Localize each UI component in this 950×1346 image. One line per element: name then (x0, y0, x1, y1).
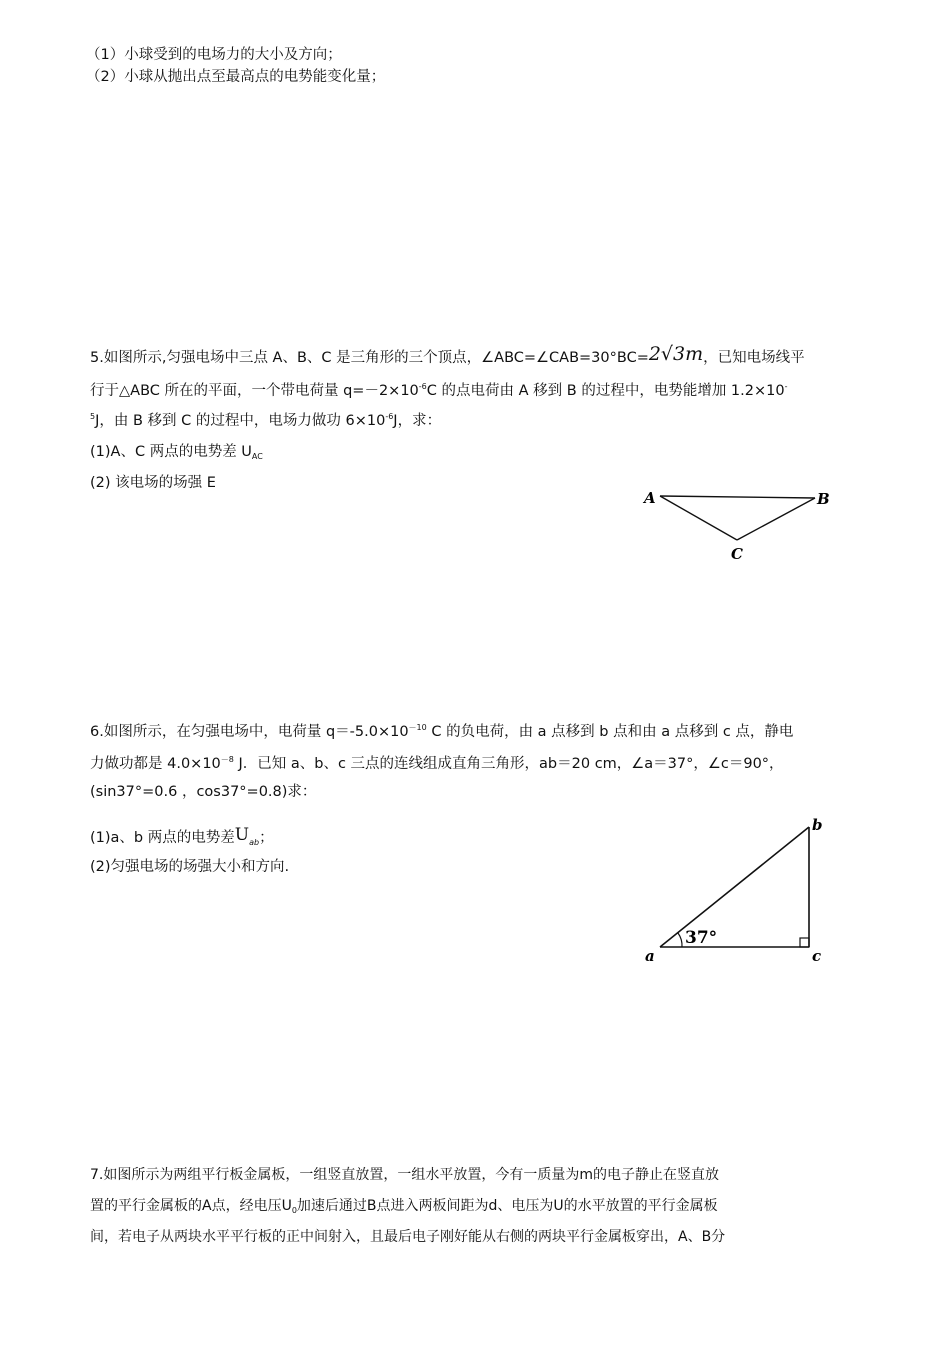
problem-6-text: 6.如图所示，在匀强电场中，电荷量 q＝-5.0×10 (90, 724, 409, 740)
vertex-label-c: C (731, 545, 743, 563)
intro-question-1: （1）小球受到的电场力的大小及方向； (86, 47, 342, 63)
problem-5-text: J，求： (393, 413, 442, 429)
exponent: -6 (418, 382, 427, 391)
vertex-label-b: b (812, 816, 823, 834)
edge-ab (660, 496, 815, 498)
bc-length-formula: 2√3m (648, 343, 704, 365)
problem-6-text: ； (259, 830, 274, 846)
problem-6-question-2: (2)匀强电场的场强大小和方向. (90, 859, 290, 875)
vertex-label-a: A (644, 489, 656, 507)
triangle-abc-figure (640, 484, 840, 566)
problem-6-line-3: (sin37°=0.6 ，cos37°=0.8)求： (90, 784, 317, 800)
edge-ac (660, 496, 737, 540)
problem-6-text: 力做功都是 4.0×10 (90, 756, 221, 772)
intro-question-2: （2）小球从抛出点至最高点的电势能变化量； (86, 69, 386, 85)
problem-6-text: (1)a、b 两点的电势差 (90, 830, 235, 846)
subscript: AC (251, 452, 263, 461)
problem-6-text: J．已知 a、b、c 三点的连线组成直角三角形，ab＝20 cm，∠a＝37°，∠c＝90°， (233, 756, 784, 772)
angle-arc (678, 933, 682, 947)
problem-6-text: C 的负电荷，由 a 点移到 b 点和由 a 点移到 c 点，静电 (426, 724, 794, 740)
problem-5-text: 5.如图所示,匀强电场中三点 A、B、C 是三角形的三个顶点，∠ABC=∠CAB=30°BC= (90, 350, 649, 366)
problem-5-text: 行于△ABC 所在的平面，一个带电荷量 q=－2×10 (90, 383, 419, 399)
exponent: - (784, 382, 788, 391)
problem-7-line-3: 间，若电子从两块水平平行板的正中间射入，且最后电子刚好能从右侧的两块平行金属板穿出，A、B分 (90, 1229, 726, 1245)
subscript: ab (249, 838, 260, 847)
problem-5-text: ，已知电场线平 (703, 350, 805, 366)
edge-bc (737, 498, 815, 540)
problem-5-text: J，由 B 移到 C 的过程中，电场力做功 6×10 (95, 413, 386, 429)
subscript: 0 (291, 1206, 297, 1215)
problem-5-line-2 (90, 377, 787, 401)
right-angle-marker (800, 938, 809, 947)
problem-6-line-2 (90, 750, 784, 774)
problem-7-line-2 (90, 1196, 718, 1221)
problem-7-text: 置的平行金属板的A点，经电压U (90, 1198, 292, 1214)
potential-symbol: U (234, 825, 250, 845)
problem-6-line-1 (90, 718, 793, 742)
right-triangle-abc-figure (640, 810, 840, 970)
problem-5-text: (1)A、C 两点的电势差 U (90, 444, 252, 460)
vertex-label-c: c (812, 947, 822, 965)
angle-label: 37° (685, 928, 718, 948)
problem-5-question-1 (90, 442, 263, 467)
exponent: 5 (90, 412, 96, 421)
vertex-label-b: B (817, 490, 830, 508)
edge-ab (660, 827, 809, 947)
problem-7-text: 加速后通过B点进入两板间距为d、电压为U的水平放置的平行金属板 (296, 1198, 718, 1214)
problem-5-question-2: (2) 该电场的场强 E (90, 475, 216, 491)
exponent: －8 (220, 755, 234, 764)
exponent: -6 (385, 412, 394, 421)
problem-5-line-1 (90, 344, 805, 368)
vertex-label-a: a (645, 947, 655, 965)
problem-5-line-3 (90, 407, 441, 431)
problem-7-line-1: 7.如图所示为两组平行板金属板，一组竖直放置，一组水平放置，今有一质量为m的电子静止在竖直放 (90, 1167, 719, 1183)
exponent: －10 (408, 723, 427, 732)
problem-5-text: C 的点电荷由 A 移到 B 的过程中，电势能增加 1.2×10 (426, 383, 785, 399)
problem-6-question-1 (90, 825, 274, 853)
